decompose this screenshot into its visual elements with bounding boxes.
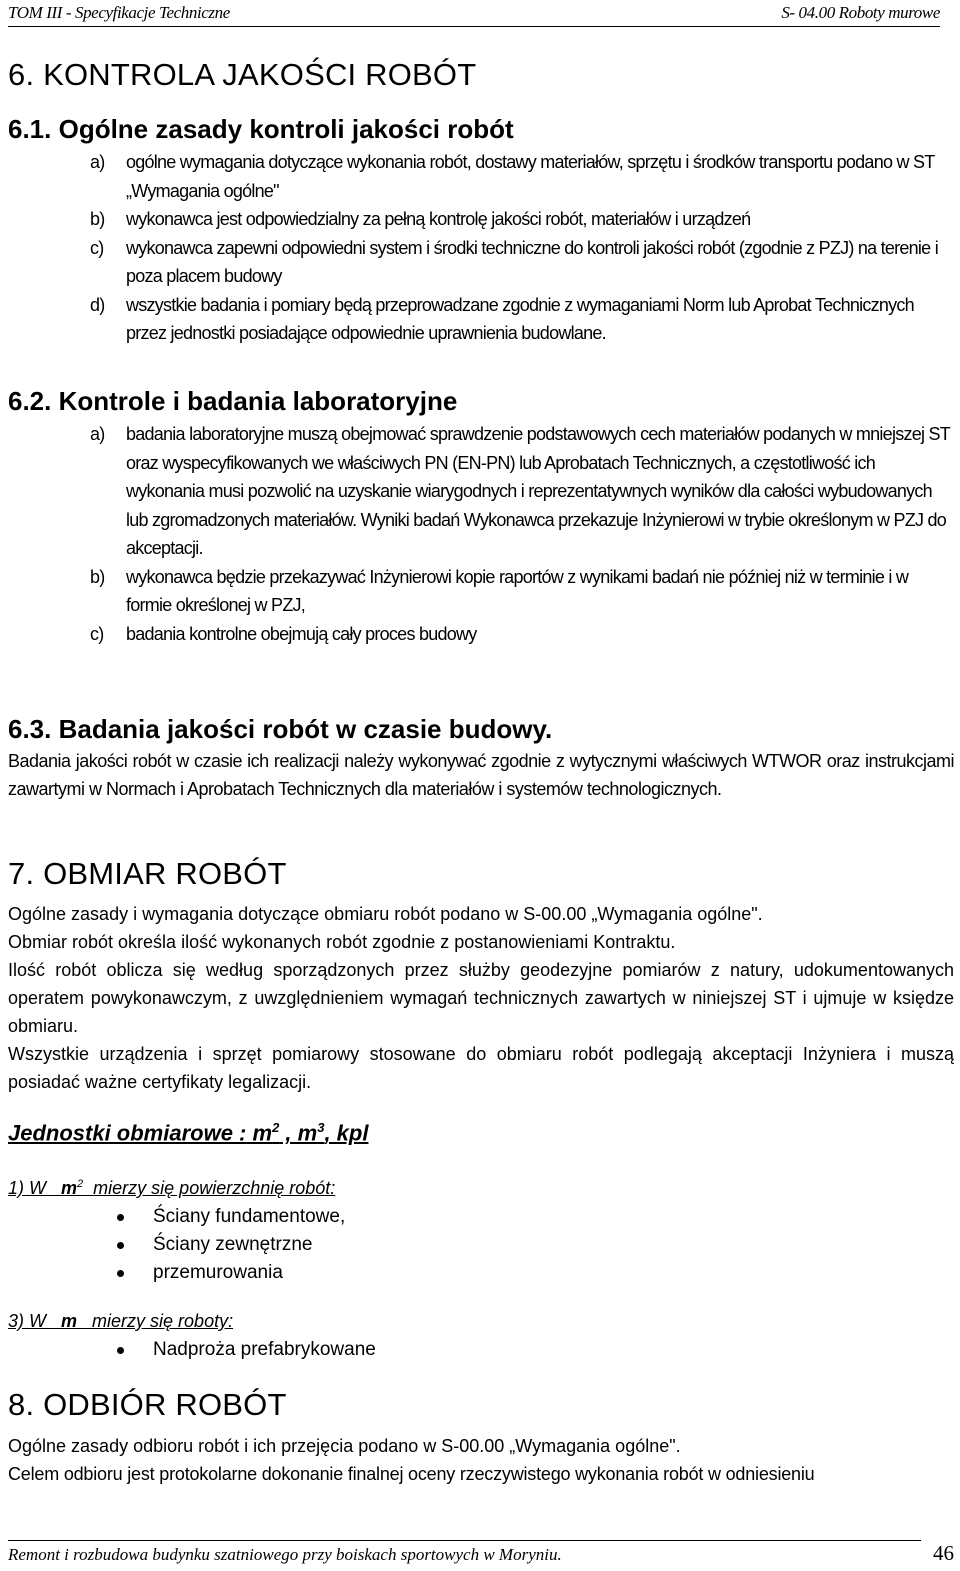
bullet-list-3 bbox=[117, 1336, 376, 1364]
subheading-text: mierzy się powierzchnię robót: bbox=[93, 1178, 336, 1198]
list-item-text: wykonawca zapewni odpowiedni system i środki techniczne do kontroli jakości robót (zgodnie z PZJ) na terenie i poza placem budowy bbox=[126, 237, 938, 286]
section-7-paragraph-4: Wszystkie urządzenia i sprzęt pomiarowy stosowane do obmiaru robót podlegają akceptacji Inżyniera i muszą posiadać ważne certyfikaty legalizacji. bbox=[8, 1044, 954, 1092]
footer-divider bbox=[8, 1540, 921, 1541]
list-item bbox=[8, 291, 956, 348]
list-item-text: wykonawca będzie przekazywać Inżynierowi kopie raportów z wynikami badań nie później niż w terminie i w formie określonej w PZJ, bbox=[126, 566, 909, 615]
list-item-text: wykonawca jest odpowiedzialny za pełną kontrolę jakości robót, materiałów i urządzeń bbox=[126, 209, 751, 229]
list-item-text: przemurowania bbox=[153, 1262, 283, 1283]
bullet-icon bbox=[117, 1270, 124, 1277]
list-item-text: wszystkie badania i pomiary będą przeprowadzane zgodnie z wymaganiami Norm lub Aprobat Technicznych przez jednostki posiadające odpowiednie uprawnienia budowlane. bbox=[126, 294, 914, 343]
unit-m3: , m bbox=[279, 1120, 318, 1146]
list-item-label: b) bbox=[90, 566, 105, 587]
list-item-text: ogólne wymagania dotyczące wykonania robót, dostawy materiałów, sprzętu i środków transportu podano w ST „Wymagania ogólne" bbox=[126, 152, 935, 201]
running-header bbox=[8, 0, 940, 27]
list-item bbox=[8, 205, 956, 234]
section-8-paragraph-1: Ogólne zasady odbioru robót i ich przejęcia podano w S-00.00 „Wymagania ogólne". bbox=[8, 1436, 681, 1456]
list-item bbox=[8, 563, 956, 620]
list-item-text: Ściany fundamentowe, bbox=[153, 1206, 346, 1227]
section-8-heading: 8. ODBIÓR ROBÓT bbox=[8, 1387, 287, 1422]
list-item-label: c) bbox=[90, 623, 104, 644]
list-item bbox=[117, 1259, 345, 1287]
subheading-1 bbox=[8, 1178, 335, 1199]
subheading-prefix: 1) W bbox=[8, 1178, 46, 1198]
list-item-label: d) bbox=[90, 294, 105, 315]
list-item bbox=[8, 620, 956, 649]
bullet-list-1 bbox=[117, 1203, 345, 1287]
unit-sup-2: 2 bbox=[272, 1120, 280, 1135]
subheading-3 bbox=[8, 1311, 233, 1332]
section-7-paragraph-2: Obmiar robót określa ilość wykonanych robót zgodnie z postanowieniami Kontraktu. bbox=[8, 932, 676, 952]
bullet-icon bbox=[117, 1347, 124, 1354]
subheading-unit: m bbox=[61, 1178, 78, 1198]
footer-text: Remont i rozbudowa budynku szatniowego przy boiskach sportowych w Moryniu. bbox=[8, 1545, 562, 1564]
section-7-paragraph-3: Ilość robót oblicza się według sporządzonych przez służby geodezyjne pomiarów z natury, udokumentowanych operatem powykonawczym, z uwzględnieniem wymagań technicznych zawartych w niniejszej ST i ujmuje w księdze obmiaru. bbox=[8, 960, 954, 1036]
list-item bbox=[8, 420, 956, 563]
units-heading bbox=[8, 1120, 368, 1146]
list-item bbox=[117, 1203, 345, 1231]
section-8-paragraph-2: Celem odbioru jest protokolarne dokonanie finalnej oceny rzeczywistego wykonania robót w odniesieniu bbox=[8, 1464, 815, 1484]
section-6-3-paragraph: Badania jakości robót w czasie ich realizacji należy wykonywać zgodnie z wytycznymi właściwych WTWOR oraz instrukcjami zawartymi w Normach i Aprobatach Technicznych dla materiałów i systemów technologicznych. bbox=[8, 751, 954, 799]
list-item bbox=[117, 1231, 345, 1259]
section-6-2-heading: 6.2. Kontrole i badania laboratoryjne bbox=[8, 386, 458, 416]
list-item-text: badania laboratoryjne muszą obejmować sprawdzenie podstawowych cech materiałów podanych w mniejszej ST oraz wyspecyfikowanych we właściwych PN (EN-PN) lub Aprobatach Technicznych, a częstotliwość ich wykonania musi pozwolić na uzyskanie wiarygodnych i reprezentatywnych wyników dla całości wybudowanych lub zgromadzonych materiałów. Wyniki badań Wykonawca przekazuje Inżynierowi w trybie określonym w PZJ do akceptacji. bbox=[126, 424, 950, 558]
list-item bbox=[8, 148, 956, 205]
section-6-3-heading: 6.3. Badania jakości robót w czasie budowy. bbox=[8, 714, 553, 744]
unit-kpl: , kpl bbox=[324, 1120, 369, 1146]
unit-m2: m bbox=[252, 1120, 273, 1146]
section-6-2-list bbox=[8, 420, 956, 648]
list-item bbox=[117, 1336, 376, 1364]
subheading-text: mierzy się roboty: bbox=[92, 1311, 234, 1331]
list-item-text: Ściany zewnętrzne bbox=[153, 1234, 313, 1255]
list-item-label: a) bbox=[90, 152, 105, 172]
header-right: S- 04.00 Roboty murowe bbox=[781, 3, 940, 22]
section-6-1-list bbox=[8, 148, 956, 348]
section-7-heading: 7. OBMIAR ROBÓT bbox=[8, 856, 287, 891]
bullet-icon bbox=[117, 1242, 124, 1249]
unit-sup-3: 3 bbox=[317, 1120, 325, 1135]
list-item bbox=[8, 234, 956, 291]
subheading-sup: 2 bbox=[77, 1178, 84, 1190]
section-6-heading: 6. KONTROLA JAKOŚCI ROBÓT bbox=[8, 57, 477, 92]
list-item-text: badania kontrolne obejmują cały proces budowy bbox=[126, 623, 477, 644]
list-item-text: Nadproża prefabrykowane bbox=[153, 1339, 376, 1360]
page-number: 46 bbox=[933, 1541, 954, 1565]
list-item-label: a) bbox=[90, 424, 105, 444]
section-6-1-heading: 6.1. Ogólne zasady kontroli jakości robót bbox=[8, 114, 514, 144]
list-item-label: b) bbox=[90, 209, 105, 229]
section-7-paragraph-1: Ogólne zasady i wymagania dotyczące obmiaru robót podano w S-00.00 „Wymagania ogólne". bbox=[8, 904, 763, 924]
list-item-label: c) bbox=[90, 237, 104, 258]
subheading-unit: m bbox=[61, 1311, 78, 1331]
units-label: Jednostki obmiarowe : bbox=[8, 1120, 247, 1146]
header-left: TOM III - Specyfikacje Techniczne bbox=[8, 3, 230, 22]
bullet-icon bbox=[117, 1214, 124, 1221]
subheading-prefix: 3) W bbox=[8, 1311, 46, 1331]
